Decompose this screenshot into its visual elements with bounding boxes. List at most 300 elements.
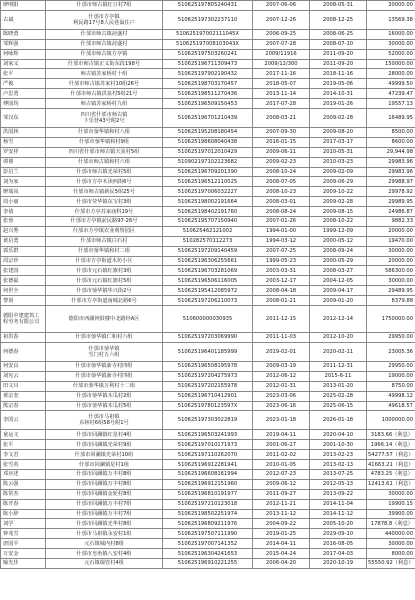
start-date-cell: 1994-03-12 [253, 236, 310, 246]
end-date-cell: 2008-07-10 [310, 39, 367, 49]
start-date-cell: 2009-02-23 [253, 157, 310, 167]
table-row [1, 236, 415, 246]
borrower-name-cell: 廖明阳 [1, 1, 46, 11]
end-date-cell: 2010-03-23 [310, 157, 367, 167]
end-date-cell: 2009-02-09 [310, 167, 367, 177]
amount-cell: 19470.00 [367, 236, 415, 246]
start-date-cell: 2001-06-27 [253, 440, 310, 450]
borrower-name-cell: 德阳中建建筑工程劳务有限公司 [1, 306, 46, 333]
amount-cell: 19000.00 [367, 371, 415, 381]
table-row [1, 430, 415, 440]
id-number-cell: 510902197102123682 [163, 157, 253, 167]
address-cell [46, 79, 163, 89]
borrower-name-cell: 陈开春 [1, 499, 46, 509]
borrower-name-cell: 赵兴秀 [1, 226, 46, 236]
end-date-cell: 2013-02-23 [310, 450, 367, 460]
amount-cell: 19900.15 [367, 499, 415, 509]
address-cell [46, 187, 163, 197]
start-date-cell: 2019-02-01 [253, 342, 310, 361]
start-date-cell: 2008-03-01 [253, 197, 310, 207]
amount-cell: 29989.95 [367, 197, 415, 207]
address-line: 什邡市回澜镇万丰村7组 [76, 510, 132, 517]
address-cell [46, 89, 163, 99]
start-date-cell: 2012-01-31 [253, 381, 310, 391]
address-cell [46, 10, 163, 29]
start-date-cell: 2007-12-26 [253, 10, 310, 29]
address-line: 什邡市回澜镇万丰村7组 [76, 501, 132, 508]
address-line: 什邡市师古镇方亭镇 [80, 51, 128, 58]
address-line: 什邡市回澜镇光荣村10组 [74, 451, 134, 458]
table-row [1, 529, 415, 539]
table-row [1, 197, 415, 207]
address-cell [46, 128, 163, 138]
table-row [1, 246, 415, 256]
address-cell [46, 361, 163, 371]
amount-cell: 55550.92（利息） [368, 560, 414, 567]
ledger-body [1, 1, 415, 569]
amount-cell: 1000000.00 [367, 411, 415, 430]
id-number-cell: 510625196910221255 [163, 558, 253, 568]
table-row [1, 391, 415, 401]
table-row [1, 207, 415, 217]
amount-cell: 20000.00 [367, 226, 415, 236]
end-date-cell: 1999-12-09 [310, 226, 367, 236]
table-row [1, 276, 415, 286]
address-line: 四川省什邡市师古镇 [80, 112, 128, 119]
borrower-name-cell: 黄宗奎 [1, 391, 46, 401]
borrower-name-cell: 卢思勇 [1, 89, 46, 99]
address-line: 利民路17号8人民巷巢住户 [73, 19, 135, 26]
address-cell [46, 296, 163, 306]
address-line: 什邡市元石镇红旗村3组 [76, 267, 132, 274]
table-row [1, 460, 415, 470]
borrower-name-cell: 周宗珍 [1, 256, 46, 266]
end-date-cell: 2008-10-22 [310, 217, 367, 227]
address-cell [46, 489, 163, 499]
start-date-cell: 2003-12-17 [253, 276, 310, 286]
amount-cell: 8379.88 [367, 296, 415, 306]
borrower-name-cell: 张建国 [1, 266, 46, 276]
amount-cell: 29978.92 [367, 187, 415, 197]
address-line: 什邡市师古镇洪泉村5组21号 [70, 90, 138, 97]
address-line: 雪门村五六组 [88, 351, 120, 358]
address-cell [46, 391, 163, 401]
borrower-name-cell: 祖洪春 [1, 333, 46, 343]
id-number-cell: 510625197204275973 [163, 371, 253, 381]
start-date-cell: 2008-01-21 [253, 296, 310, 306]
borrower-name-cell: 黎贤 [1, 296, 46, 306]
borrower-name-cell: 田文川 [1, 381, 46, 391]
table-row [1, 450, 415, 460]
borrower-name-cell: 李倩 [1, 207, 46, 217]
end-date-cell: 2004-12-05 [310, 276, 367, 286]
address-cell [46, 539, 163, 549]
address-cell [46, 479, 163, 489]
borrower-name-cell: 何安良 [1, 361, 46, 371]
address-line: 什邡市方亭街道木坊小区 [75, 258, 133, 265]
amount-cell: 29950.00 [367, 333, 415, 343]
id-number-cell: 510625197805240431 [163, 1, 253, 11]
address-line: 什邡市蓥华镇新寺村四组 [75, 373, 133, 380]
id-number-cell: 510625197503260241 [163, 49, 253, 59]
id-number-cell: 510625197007141352 [163, 539, 253, 549]
address-line: 什邡市方亭镇农业观察园区 [72, 228, 136, 235]
address-cell [46, 109, 163, 128]
borrower-name-cell: 童运文 [1, 430, 46, 440]
table-row [1, 401, 415, 411]
end-date-cell: 2011-12-31 [310, 361, 367, 371]
start-date-cell: 2012-06-12 [253, 371, 310, 381]
table-row [1, 157, 415, 167]
address-cell [46, 509, 163, 519]
address-line: 什邡市蓥华镇木瓜村2组 [76, 393, 132, 400]
borrower-name-cell: 何咏辉 [1, 49, 46, 59]
address-cell [46, 430, 163, 440]
end-date-cell: 2025-02-28 [310, 391, 367, 401]
amount-cell: 1750000.00 [367, 306, 415, 333]
amount-cell: 29950.00 [367, 361, 415, 371]
amount-cell: 29983.96 [367, 167, 415, 177]
id-number-cell: 510625197002111045X [163, 29, 253, 39]
amount-cell: 12413.61（利息） [368, 481, 414, 488]
amount-cell: 13569.38 [367, 10, 415, 29]
amount-cell: 19557.13 [367, 99, 415, 109]
start-date-cell: 2007-07-25 [253, 246, 310, 256]
amount-cell: 17878.8（利息） [367, 519, 415, 529]
table-row [1, 361, 415, 371]
address-cell [46, 197, 163, 207]
table-row [1, 266, 415, 276]
borrower-name-cell: 邹汉东 [1, 109, 46, 128]
address-line: 什邡市师古镇菏盛村 [80, 41, 128, 48]
borrower-name-cell: 刘学 [1, 519, 46, 529]
address-cell [46, 167, 163, 177]
borrower-name-cell: 邹辉强 [1, 39, 46, 49]
end-date-cell: 2014-11-12 [310, 509, 367, 519]
end-date-cell: 2014-10-31 [310, 89, 367, 99]
end-date-cell: 2013-02-13 [310, 460, 367, 470]
borrower-name-cell: 洪国林 [1, 128, 46, 138]
end-date-cell: 2010-05-31 [310, 147, 367, 157]
end-date-cell: 2009-02-28 [310, 109, 367, 128]
address-cell [46, 499, 163, 509]
address-line: 什邡市马祖镇 [88, 414, 120, 421]
start-date-cell: 2014-04-11 [253, 539, 310, 549]
borrower-name-cell: 刘为家 [1, 177, 46, 187]
address-cell [46, 558, 163, 568]
table-row [1, 489, 415, 499]
start-date-cell: 2009/12/300 [253, 59, 310, 69]
borrower-name-cell: 陈云强 [1, 479, 46, 489]
id-number-cell: 510625197008103043X [163, 39, 253, 49]
table-row [1, 109, 415, 128]
amount-cell: 4783.25（利息） [367, 469, 415, 479]
end-date-cell: 2009-01-20 [310, 296, 367, 306]
address-line: 什邡市蓥华镇和村八组 [78, 129, 130, 136]
end-date-cell: 2009-10-22 [310, 187, 367, 197]
address-cell [46, 157, 163, 167]
address-line: 元石镇城内村8组 [84, 540, 124, 547]
start-date-cell: 1999-05-23 [253, 256, 310, 266]
borrower-name-cell: 喻先佳 [1, 558, 46, 568]
address-cell [46, 371, 163, 381]
address-cell [46, 469, 163, 479]
start-date-cell: 2011-09-27 [253, 489, 310, 499]
table-row [1, 59, 415, 69]
id-number-cell: 510625197902190432 [163, 69, 253, 79]
address-cell [46, 450, 163, 460]
end-date-cell: 2008-03-27 [310, 266, 367, 276]
start-date-cell: 2011-12-15 [253, 306, 310, 333]
address-cell [46, 147, 163, 157]
address-cell [46, 177, 163, 187]
amount-cell: 29988.97 [367, 177, 415, 187]
table-row [1, 371, 415, 381]
end-date-cell: 2011-09-20 [310, 59, 367, 69]
table-row [1, 342, 415, 361]
amount-cell: 30000.00 [367, 1, 415, 11]
address-line: 什邡市回澜镇光荣村9组 [76, 441, 132, 448]
amount-cell: 29489.95 [367, 286, 415, 296]
address-line: 什邡市回澜镇万丰村8组 [76, 481, 132, 488]
start-date-cell: 2007-09-30 [253, 128, 310, 138]
amount-cell: 440000.00 [367, 529, 415, 539]
end-date-cell: 2017-04-03 [310, 549, 367, 559]
address-line: 什邡市师古镇白石村 [80, 238, 128, 245]
id-number-cell: 510625196608161994 [163, 469, 253, 479]
borrower-name-cell: 万安金 [1, 549, 46, 559]
address-cell [46, 381, 163, 391]
address-cell [46, 137, 163, 147]
table-row [1, 549, 415, 559]
start-date-cell: 2013-11-12 [253, 509, 310, 519]
borrower-name-cell: 傅国均 [1, 99, 46, 109]
address-cell [46, 286, 163, 296]
address-line: 什邡市蓥华镇木瓜村5组 [76, 402, 132, 409]
address-line: 什邡市方亭苏家庙科19号 [74, 208, 134, 215]
start-date-cell: 2019-04-11 [253, 430, 310, 440]
amount-cell: 586300.00 [367, 266, 415, 276]
end-date-cell: 2020-02-11 [310, 342, 367, 361]
address-line: 什邡市蓥华镇万利村十二组 [72, 383, 136, 390]
start-date-cell: 1994-01-00 [253, 226, 310, 236]
id-number-cell: 510625197110262070 [163, 450, 253, 460]
address-line: 什邡市蓥华镇 [88, 345, 120, 352]
end-date-cell: 2009-06-29 [310, 177, 367, 187]
start-date-cell: 2009-06-11 [253, 147, 310, 157]
address-cell [46, 246, 163, 256]
address-line: 元石镇缀管村4组 [84, 560, 124, 567]
end-date-cell: 2020-04-10 [310, 430, 367, 440]
amount-cell: 30000.00 [367, 39, 415, 49]
id-number-cell: 510625197302237110 [163, 10, 253, 29]
address-line: 什邡市师古镇和村六组 [78, 159, 130, 166]
start-date-cell: 2011-02-02 [253, 450, 310, 460]
address-cell [46, 69, 163, 79]
id-number-cell: 510625197006032227 [163, 187, 253, 197]
start-date-cell: 2010-01-05 [253, 460, 310, 470]
start-date-cell: 2013-11-14 [253, 89, 310, 99]
end-date-cell: 2008-09-24 [310, 246, 367, 256]
end-date-cell: 2009-02-28 [310, 197, 367, 207]
end-date-cell: 2011-09-20 [310, 49, 367, 59]
start-date-cell: 2012-11-21 [253, 499, 310, 509]
borrower-name-cell: 谭睿 [1, 157, 46, 167]
start-date-cell: 2003-03-31 [253, 266, 310, 276]
id-number-cell: 51062519780123597X [163, 401, 253, 411]
start-date-cell: 2007-07-28 [253, 39, 310, 49]
end-date-cell: 2001-10-30 [310, 440, 367, 450]
end-date-cell: 2017-03-17 [310, 137, 367, 147]
address-line: 什邡市元石镇红旗村5组 [76, 277, 132, 284]
address-cell [46, 39, 163, 49]
amount-cell: 20000.00 [367, 256, 415, 266]
address-line: 四川省什邡市师古镇天炭村5组 [68, 149, 140, 156]
start-date-cell: 2023-01-18 [253, 411, 310, 430]
end-date-cell: 2016-08-05 [310, 539, 367, 549]
id-number-cell: 510625196912151960 [163, 479, 253, 489]
amount-cell: 30000.00 [367, 276, 415, 286]
table-row [1, 296, 415, 306]
address-line: 什邡市回澜镇万丰村8组 [76, 471, 132, 478]
borrower-name-cell: 张平 [1, 69, 46, 79]
address-line: 什邡市马祖镇永安村1组 [76, 530, 132, 537]
id-number-cell: 510625198002191664 [163, 197, 253, 207]
amount-cell: 30000.00 [367, 246, 415, 256]
address-cell [46, 59, 163, 69]
end-date-cell: 2013-01-20 [310, 381, 367, 391]
table-row [1, 147, 415, 157]
borrower-name-cell: 杨雪 [1, 137, 46, 147]
address-line: 什邡市方亭镇前民路97-26号 [70, 218, 138, 225]
id-number-cell: 510625196503241993 [163, 430, 253, 440]
start-date-cell: 2009-03-19 [253, 361, 310, 371]
id-number-cell: 510625195707150940 [163, 217, 253, 227]
amount-cell: 49618.57 [367, 401, 415, 411]
amount-cell: 8500.00 [367, 128, 415, 138]
address-line: 什邡市师古镇苏家村10组26号 [68, 80, 140, 87]
table-row [1, 381, 415, 391]
table-row [1, 499, 415, 509]
id-number-cell: 510625197303022819 [163, 411, 253, 430]
address-cell [46, 519, 163, 529]
table-row [1, 286, 415, 296]
address-line: 什邡市方亭街道南城北路6号 [71, 297, 137, 304]
amount-cell: 24986.87 [367, 207, 415, 217]
table-row [1, 177, 415, 187]
id-number-cell: 510625196709201390 [163, 167, 253, 177]
amount-cell: 29,944.98 [367, 147, 415, 157]
amount-cell: 3183.66（利息） [367, 430, 415, 440]
end-date-cell: 2029-09-10 [310, 529, 367, 539]
id-number-cell: 510625196710412901 [163, 391, 253, 401]
table-row [1, 29, 415, 39]
end-date-cell: 2015-6-11 [310, 371, 367, 381]
borrower-name-cell: 张雪英 [1, 460, 46, 470]
start-date-cell: 2019-01-25 [253, 529, 310, 539]
address-cell [46, 29, 163, 39]
borrower-name-cell: 周小丽 [1, 197, 46, 207]
address-line: 什邡市师古镇光荣村5组 [76, 169, 132, 176]
amount-cell: 29983.96 [367, 157, 415, 167]
id-number-cell: 510625197206210073 [163, 296, 253, 306]
borrower-name-cell: 李文君 [1, 450, 46, 460]
amount-cell: 41663.21（利息） [368, 461, 414, 468]
end-date-cell: 2008-12-25 [310, 10, 367, 29]
end-date-cell: 2005-10-20 [310, 519, 367, 529]
id-number-cell: 510625196401185999 [163, 342, 253, 361]
start-date-cell: 2006-04-20 [253, 558, 310, 568]
amount-cell: 16000.00 [367, 29, 415, 39]
address-line: 师古镇苏家桥村九组 [80, 100, 128, 107]
borrower-name-cell: 廖瑞凤 [1, 187, 46, 197]
start-date-cell: 2008-03-21 [253, 109, 310, 128]
table-row [1, 479, 415, 489]
id-number-cell: 510625196506116005 [163, 276, 253, 286]
borrower-name-cell: 唐国平 [1, 539, 46, 549]
id-number-cell: 510625196512110025 [163, 177, 253, 187]
table-row [1, 217, 415, 227]
amount-cell: 16489.95 [367, 109, 415, 128]
start-date-cell: 2011-11-03 [253, 333, 310, 343]
id-number-cell: 510282570112273 [163, 236, 253, 246]
end-date-cell: 2020-10-19 [310, 558, 367, 568]
amount-cell: 49999.50 [367, 79, 415, 89]
start-date-cell: 2007-01-26 [253, 217, 310, 227]
borrower-name-cell: 刘宪云 [1, 371, 46, 381]
start-date-cell: 2008-08-24 [253, 207, 310, 217]
start-date-cell: 2023-06-16 [253, 401, 310, 411]
start-date-cell: 2004-09-22 [253, 519, 310, 529]
id-number-cell: 510625198703170457 [163, 79, 253, 89]
start-date-cell: 2016-01-15 [253, 137, 310, 147]
table-row [1, 509, 415, 519]
table-row [1, 49, 415, 59]
borrower-name-cell: 张平 [1, 440, 46, 450]
address-cell [46, 276, 163, 286]
table-row [1, 89, 415, 99]
borrower-name-cell: 何世全 [1, 286, 46, 296]
amount-cell: 30000.00 [367, 539, 415, 549]
address-line: 师古镇苏家桥村十组 [80, 70, 128, 77]
id-number-cell: 510625195412085972 [163, 286, 253, 296]
start-date-cell: 2012-07-23 [253, 469, 310, 479]
end-date-cell: 2018-11-16 [310, 69, 367, 79]
start-date-cell: 2007-06-06 [253, 1, 310, 11]
id-number-cell: 510625196912281941 [163, 460, 253, 470]
table-row [1, 69, 415, 79]
address-line: 什邡市师古镇新民5组25号 [73, 188, 135, 195]
amount-cell: 150000.00 [367, 59, 415, 69]
end-date-cell: 2008-06-25 [310, 29, 367, 39]
end-date-cell: 2012-05-13 [310, 479, 367, 489]
end-date-cell: 2012-12-14 [310, 306, 367, 333]
end-date-cell: 2000-05-12 [310, 236, 367, 246]
borrower-name-cell: 熊宗春 [1, 401, 46, 411]
address-line: 什邡市回澜镇光华村8组 [76, 520, 132, 527]
id-number-cell: 510625196809211976 [163, 519, 253, 529]
address-line: 下乐营43号附2号 [83, 118, 125, 125]
end-date-cell: 2008-05-31 [310, 1, 367, 11]
table-row [1, 167, 415, 177]
id-number-cell: 510625196508195978 [163, 361, 253, 371]
address-cell [46, 99, 163, 109]
borrower-name-cell: 刘家义 [1, 59, 46, 69]
address-cell [46, 256, 163, 266]
address-cell [46, 411, 163, 430]
end-date-cell: 2009-08-20 [310, 128, 367, 138]
start-date-cell: 2015-04-24 [253, 549, 310, 559]
